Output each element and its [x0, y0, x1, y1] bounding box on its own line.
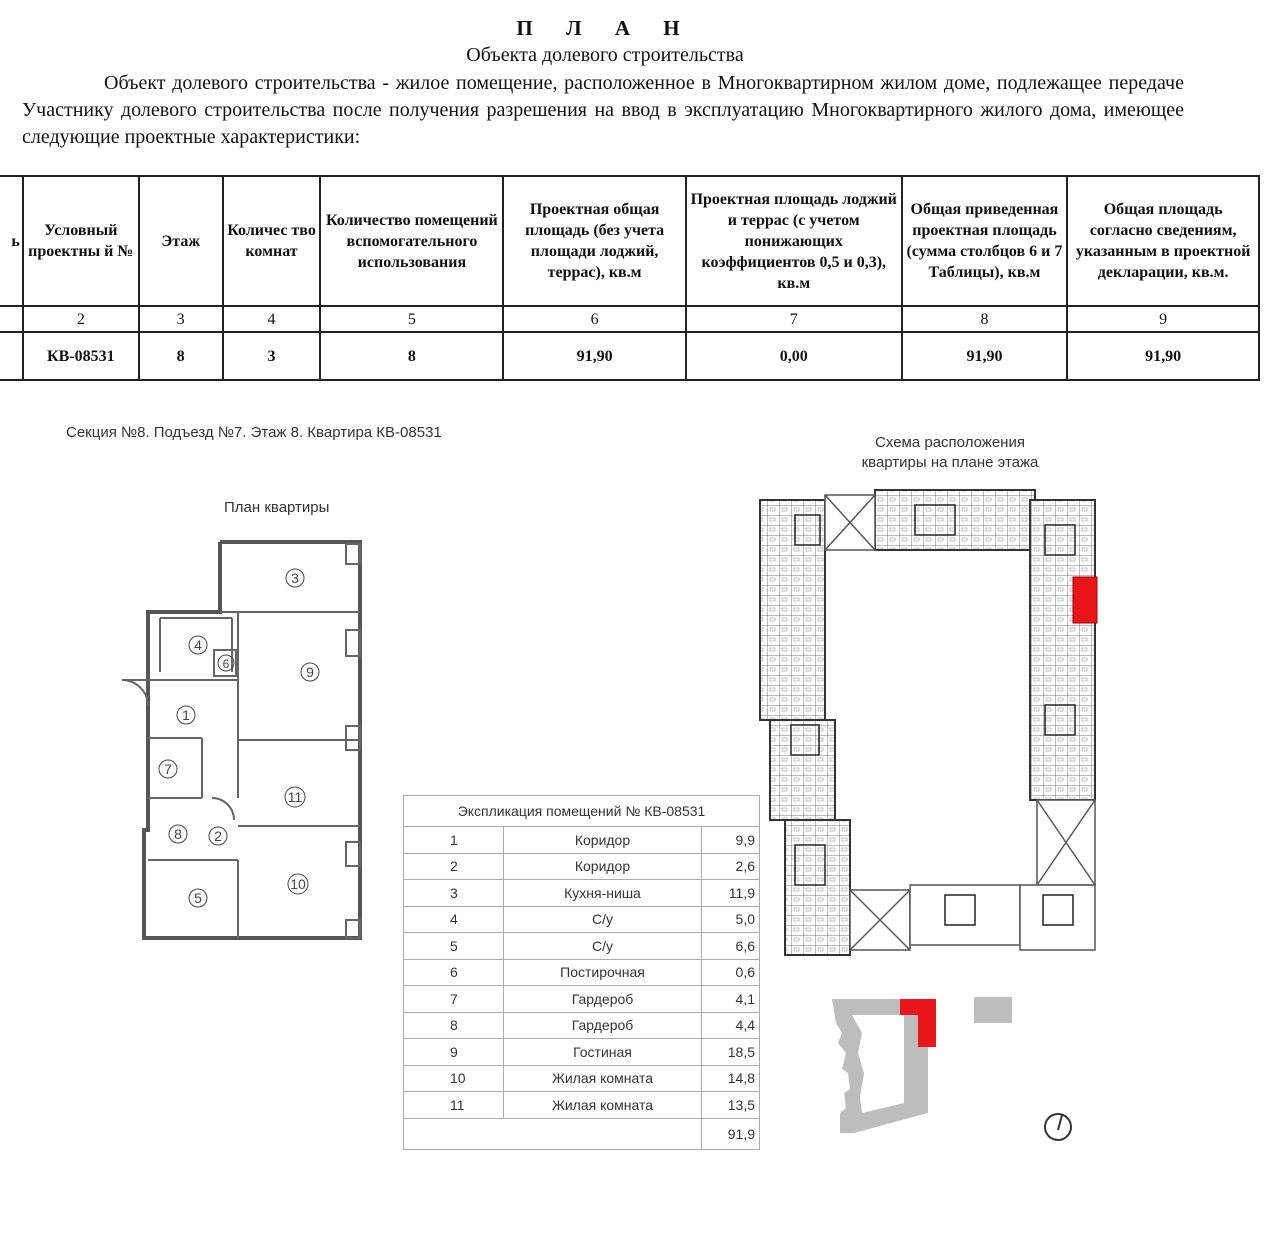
room-name: Постирочная [504, 959, 702, 986]
room-label-5: 5 [194, 890, 202, 906]
room-num: 9 [404, 1039, 504, 1066]
room-area: 4,4 [702, 1012, 760, 1039]
room-area: 5,0 [702, 906, 760, 933]
floor-plan-title: План квартиры [224, 499, 330, 516]
number-cell [0, 306, 23, 332]
explication-row [404, 906, 760, 933]
explication-title: Экспликация помещений № КВ-08531 [404, 796, 760, 827]
room-num: 6 [404, 959, 504, 986]
total-label-cell [404, 1118, 702, 1149]
header-cell-7: Проектная площадь лоджий и террас (с учетом понижающих коэффициентов 0,5 и 0,3), кв.м [686, 176, 902, 306]
intro-paragraph [22, 70, 1184, 151]
number-cell: 3 [139, 306, 223, 332]
value-cell-total-area: 91,90 [503, 332, 686, 380]
document-title: П Л А Н [516, 16, 694, 40]
value-cell [0, 332, 23, 380]
room-label-10: 10 [290, 876, 306, 892]
room-label-4: 4 [194, 637, 202, 653]
header-cell-5: Количество помещений вспомогательного использования [320, 176, 503, 306]
room-area: 11,9 [702, 880, 760, 907]
header-cell-2: Условный проектны й № [23, 176, 139, 306]
header-cell-3: Этаж [139, 176, 223, 306]
room-label-8: 8 [174, 826, 182, 842]
room-num: 4 [404, 906, 504, 933]
room-area: 18,5 [702, 1039, 760, 1066]
room-num: 5 [404, 933, 504, 960]
room-name: Гостиная [504, 1039, 702, 1066]
room-area: 14,8 [702, 1065, 760, 1092]
room-num: 11 [404, 1092, 504, 1119]
explication-row [404, 1012, 760, 1039]
value-cell-declared-area: 91,90 [1067, 332, 1259, 380]
values-row [0, 332, 1259, 380]
number-cell: 9 [1067, 306, 1259, 332]
room-num: 8 [404, 1012, 504, 1039]
explication-row [404, 986, 760, 1013]
explication-row [404, 1065, 760, 1092]
room-name: Коридор [504, 853, 702, 880]
value-cell-reduced-area: 91,90 [902, 332, 1068, 380]
room-label-1: 1 [182, 707, 190, 723]
number-cell: 6 [503, 306, 686, 332]
room-label-9: 9 [306, 664, 314, 680]
value-cell-apartment-id: КВ-08531 [23, 332, 139, 380]
room-num: 3 [404, 880, 504, 907]
header-cell-9: Общая площадь согласно сведениям, указанным в проектной декларации, кв.м. [1067, 176, 1259, 306]
explication-total-row [404, 1118, 760, 1149]
explication-row [404, 1039, 760, 1066]
document-subtitle: Объекта долевого строительства [466, 44, 744, 66]
mini-location-map [828, 993, 1088, 1143]
scheme-caption-line1: Схема расположения [875, 434, 1025, 451]
number-cell: 2 [23, 306, 139, 332]
room-name: Гардероб [504, 986, 702, 1013]
scheme-caption [830, 433, 1070, 473]
explication-row [404, 1092, 760, 1119]
room-area: 0,6 [702, 959, 760, 986]
numbers-row [0, 306, 1259, 332]
header-cell-6: Проектная общая площадь (без учета площади лоджий, террас), кв.м [503, 176, 686, 306]
explication-row [404, 827, 760, 854]
room-name: Коридор [504, 827, 702, 854]
compass-icon [1045, 1114, 1071, 1140]
room-label-7: 7 [164, 761, 172, 777]
number-cell: 5 [320, 306, 503, 332]
room-label-2: 2 [214, 828, 222, 844]
room-area: 13,5 [702, 1092, 760, 1119]
room-num: 7 [404, 986, 504, 1013]
room-num: 2 [404, 853, 504, 880]
floor-layout-scheme [755, 485, 1105, 960]
room-name: Гардероб [504, 1012, 702, 1039]
header-cell-8: Общая приведенная проектная площадь (сумма столбцов 6 и 7 Таблицы), кв.м [902, 176, 1068, 306]
explication-row [404, 880, 760, 907]
scheme-caption-line2: квартиры на плане этажа [861, 454, 1039, 471]
header-cell-1: ь [0, 176, 23, 306]
room-area: 2,6 [702, 853, 760, 880]
explication-row [404, 959, 760, 986]
value-cell-floor: 8 [139, 332, 223, 380]
apartment-floor-plan [110, 530, 390, 950]
room-name: С/у [504, 906, 702, 933]
explication-row [404, 933, 760, 960]
room-num: 1 [404, 827, 504, 854]
room-label-3: 3 [291, 570, 299, 586]
room-name: Жилая комната [504, 1065, 702, 1092]
characteristics-table [0, 175, 1260, 381]
room-name: Кухня-ниша [504, 880, 702, 907]
number-cell: 7 [686, 306, 902, 332]
value-cell-aux-rooms: 8 [320, 332, 503, 380]
explication-total: 91,9 [702, 1118, 760, 1149]
room-area: 4,1 [702, 986, 760, 1013]
header-row [0, 176, 1259, 306]
value-cell-rooms: 3 [223, 332, 321, 380]
room-name: Жилая комната [504, 1092, 702, 1119]
intro-text: Объект долевого строительства - жилое помещение, расположенное в Многоквартирном жилом доме, подлежащее передаче Участнику долевого строительства после получения разрешения на ввод в эксплуатацию Многоквартирного жилого дома, имеющее следующие проектные характеристики: [22, 72, 1184, 148]
room-label-11: 11 [287, 789, 303, 805]
highlighted-apartment [1073, 577, 1097, 623]
header-cell-4: Количес тво комнат [223, 176, 321, 306]
explication-row [404, 853, 760, 880]
floor-plan-caption: Секция №8. Подъезд №7. Этаж 8. Квартира КВ-08531 [66, 424, 442, 441]
room-area: 6,6 [702, 933, 760, 960]
value-cell-loggia-area: 0,00 [686, 332, 902, 380]
number-cell: 4 [223, 306, 321, 332]
room-num: 10 [404, 1065, 504, 1092]
room-area: 9,9 [702, 827, 760, 854]
room-label-6: 6 [222, 657, 230, 671]
number-cell: 8 [902, 306, 1068, 332]
room-name: С/у [504, 933, 702, 960]
explication-table [403, 795, 760, 1150]
